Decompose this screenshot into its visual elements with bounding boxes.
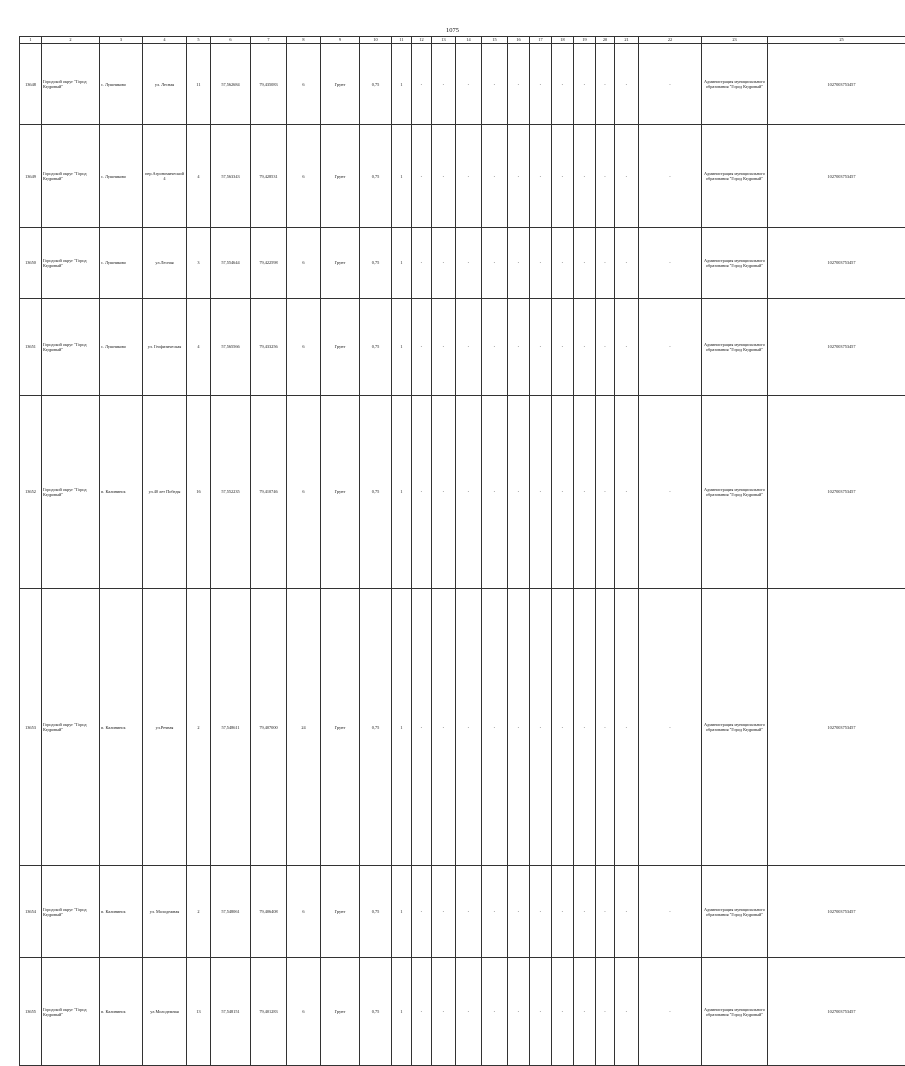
empty-value-cell: - xyxy=(412,228,432,299)
column-number: 9 xyxy=(321,37,360,44)
column-number: 3 xyxy=(100,37,143,44)
column-number: 10 xyxy=(360,37,392,44)
surface-cell: Грунт xyxy=(321,298,360,395)
empty-value-cell: - xyxy=(508,958,530,1066)
count-cell: 1 xyxy=(392,44,412,125)
empty-value-cell: - xyxy=(574,44,596,125)
column-number: 4 xyxy=(143,37,187,44)
latitude-cell: 57,552235 xyxy=(211,396,251,589)
empty-value-cell: - xyxy=(615,125,639,228)
row-id: 13649 xyxy=(20,125,42,228)
empty-value-cell: - xyxy=(412,958,432,1066)
longitude-cell: 79,428531 xyxy=(251,125,287,228)
ogrn-cell: 1027003753457 xyxy=(768,228,905,299)
empty-value-cell: - xyxy=(432,396,456,589)
table-row xyxy=(20,298,905,395)
settlement-cell: с. Лушниково xyxy=(100,298,143,395)
row-id: 13654 xyxy=(20,866,42,958)
empty-value-cell: - xyxy=(574,866,596,958)
number-cell: 4 xyxy=(187,298,211,395)
district-cell: Городской округ "Город Кедровый" xyxy=(42,958,100,1066)
row-id: 13650 xyxy=(20,228,42,299)
row-id: 13655 xyxy=(20,958,42,1066)
number-cell: 3 xyxy=(187,228,211,299)
settlement-cell: с. Лушниково xyxy=(100,44,143,125)
empty-value-cell: - xyxy=(596,228,615,299)
surface-cell: Грунт xyxy=(321,44,360,125)
column-number: 22 xyxy=(639,37,702,44)
empty-value-cell: - xyxy=(482,228,508,299)
empty-value-cell: - xyxy=(552,44,574,125)
empty-value-cell: - xyxy=(456,298,482,395)
table-row xyxy=(20,396,905,589)
volume-cell: 0,75 xyxy=(360,298,392,395)
volume-cell: 0,75 xyxy=(360,588,392,865)
empty-value-cell: - xyxy=(530,396,552,589)
empty-value-cell: - xyxy=(412,44,432,125)
empty-value-cell: - xyxy=(482,125,508,228)
area-cell: 24 xyxy=(287,588,321,865)
longitude-cell: 79,401283 xyxy=(251,958,287,1066)
ogrn-cell: 1027003753457 xyxy=(768,125,905,228)
empty-value-cell: - xyxy=(508,125,530,228)
column-number-row xyxy=(20,37,905,44)
empty-value-cell: - xyxy=(432,866,456,958)
empty-value-cell: - xyxy=(456,228,482,299)
district-cell: Городской округ "Город Кедровый" xyxy=(42,396,100,589)
ogrn-cell: 1027003753457 xyxy=(768,866,905,958)
empty-value-cell: - xyxy=(639,396,702,589)
empty-value-cell: - xyxy=(615,298,639,395)
ogrn-cell: 1027003753457 xyxy=(768,958,905,1066)
district-cell: Городской округ "Город Кедровый" xyxy=(42,298,100,395)
empty-value-cell: - xyxy=(412,125,432,228)
settlement-cell: п. Калининск xyxy=(100,588,143,865)
column-number: 21 xyxy=(615,37,639,44)
number-cell: 13 xyxy=(187,958,211,1066)
column-number: 19 xyxy=(574,37,596,44)
row-id: 13653 xyxy=(20,588,42,865)
empty-value-cell: - xyxy=(574,298,596,395)
count-cell: 1 xyxy=(392,125,412,228)
column-number: 12 xyxy=(412,37,432,44)
empty-value-cell: - xyxy=(639,588,702,865)
empty-value-cell: - xyxy=(596,44,615,125)
area-cell: 6 xyxy=(287,125,321,228)
number-cell: 2 xyxy=(187,866,211,958)
empty-value-cell: - xyxy=(456,44,482,125)
table-row xyxy=(20,44,905,125)
latitude-cell: 57,554644 xyxy=(211,228,251,299)
column-number: 2 xyxy=(42,37,100,44)
number-cell: 4 xyxy=(187,125,211,228)
column-number: 16 xyxy=(508,37,530,44)
empty-value-cell: - xyxy=(456,396,482,589)
empty-value-cell: - xyxy=(615,44,639,125)
column-number: 11 xyxy=(392,37,412,44)
table-row xyxy=(20,228,905,299)
empty-value-cell: - xyxy=(596,588,615,865)
count-cell: 1 xyxy=(392,588,412,865)
empty-value-cell: - xyxy=(482,298,508,395)
latitude-cell: 57,548151 xyxy=(211,958,251,1066)
empty-value-cell: - xyxy=(639,228,702,299)
empty-value-cell: - xyxy=(574,228,596,299)
surface-cell: Грунт xyxy=(321,396,360,589)
empty-value-cell: - xyxy=(456,958,482,1066)
latitude-cell: 57,565566 xyxy=(211,298,251,395)
longitude-cell: 79,406408 xyxy=(251,866,287,958)
ogrn-cell: 1027003753457 xyxy=(768,396,905,589)
count-cell: 1 xyxy=(392,228,412,299)
district-cell: Городской округ "Город Кедровый" xyxy=(42,588,100,865)
empty-value-cell: - xyxy=(615,588,639,865)
street-cell: ул. Лесная xyxy=(143,44,187,125)
column-number: 13 xyxy=(432,37,456,44)
empty-value-cell: - xyxy=(530,44,552,125)
settlement-cell: с. Лушниково xyxy=(100,228,143,299)
district-cell: Городской округ "Город Кедровый" xyxy=(42,228,100,299)
empty-value-cell: - xyxy=(574,588,596,865)
owner-cell: Администрация муниципального образования "Город Кедровый" xyxy=(702,44,768,125)
number-cell: 11 xyxy=(187,44,211,125)
latitude-cell: 57,548611 xyxy=(211,588,251,865)
empty-value-cell: - xyxy=(508,396,530,589)
latitude-cell: 57,563343 xyxy=(211,125,251,228)
table-row xyxy=(20,588,905,865)
volume-cell: 0,75 xyxy=(360,125,392,228)
empty-value-cell: - xyxy=(412,396,432,589)
empty-value-cell: - xyxy=(596,396,615,589)
owner-cell: Администрация муниципального образования "Город Кедровый" xyxy=(702,125,768,228)
table-row xyxy=(20,866,905,958)
column-number: 23 xyxy=(702,37,768,44)
row-id: 13652 xyxy=(20,396,42,589)
longitude-cell: 79,435083 xyxy=(251,44,287,125)
empty-value-cell: - xyxy=(482,396,508,589)
owner-cell: Администрация муниципального образования "Город Кедровый" xyxy=(702,396,768,589)
area-cell: 6 xyxy=(287,958,321,1066)
ogrn-cell: 1027003753457 xyxy=(768,588,905,865)
latitude-cell: 57,562684 xyxy=(211,44,251,125)
district-cell: Городской округ "Город Кедровый" xyxy=(42,125,100,228)
settlement-cell: с. Лушниково xyxy=(100,125,143,228)
empty-value-cell: - xyxy=(508,298,530,395)
settlement-cell: п. Калининск xyxy=(100,866,143,958)
district-cell: Городской округ "Город Кедровый" xyxy=(42,866,100,958)
empty-value-cell: - xyxy=(482,44,508,125)
street-cell: ул.Речная xyxy=(143,588,187,865)
empty-value-cell: - xyxy=(432,958,456,1066)
empty-value-cell: - xyxy=(482,958,508,1066)
surface-cell: Грунт xyxy=(321,125,360,228)
volume-cell: 0,75 xyxy=(360,44,392,125)
number-cell: 16 xyxy=(187,396,211,589)
waste-site-register-table xyxy=(19,36,905,1066)
volume-cell: 0,75 xyxy=(360,228,392,299)
longitude-cell: 79,407000 xyxy=(251,588,287,865)
empty-value-cell: - xyxy=(552,298,574,395)
column-number: 15 xyxy=(482,37,508,44)
empty-value-cell: - xyxy=(508,228,530,299)
owner-cell: Администрация муниципального образования "Город Кедровый" xyxy=(702,958,768,1066)
latitude-cell: 57,548061 xyxy=(211,866,251,958)
empty-value-cell: - xyxy=(596,866,615,958)
empty-value-cell: - xyxy=(456,125,482,228)
empty-value-cell: - xyxy=(639,125,702,228)
area-cell: 6 xyxy=(287,228,321,299)
empty-value-cell: - xyxy=(552,125,574,228)
empty-value-cell: - xyxy=(639,958,702,1066)
column-number: 20 xyxy=(596,37,615,44)
empty-value-cell: - xyxy=(552,866,574,958)
empty-value-cell: - xyxy=(432,228,456,299)
ogrn-cell: 1027003753457 xyxy=(768,44,905,125)
empty-value-cell: - xyxy=(615,228,639,299)
count-cell: 1 xyxy=(392,958,412,1066)
empty-value-cell: - xyxy=(530,228,552,299)
empty-value-cell: - xyxy=(639,298,702,395)
empty-value-cell: - xyxy=(412,866,432,958)
empty-value-cell: - xyxy=(508,588,530,865)
owner-cell: Администрация муниципального образования "Город Кедровый" xyxy=(702,866,768,958)
column-number: 18 xyxy=(552,37,574,44)
street-cell: ул.Молодежная xyxy=(143,958,187,1066)
empty-value-cell: - xyxy=(615,958,639,1066)
empty-value-cell: - xyxy=(508,44,530,125)
number-cell: 2 xyxy=(187,588,211,865)
count-cell: 1 xyxy=(392,866,412,958)
street-cell: ул. Молодежная xyxy=(143,866,187,958)
empty-value-cell: - xyxy=(552,396,574,589)
column-number: 25 xyxy=(768,37,905,44)
empty-value-cell: - xyxy=(508,866,530,958)
empty-value-cell: - xyxy=(456,866,482,958)
settlement-cell: п. Калининск xyxy=(100,958,143,1066)
empty-value-cell: - xyxy=(432,125,456,228)
empty-value-cell: - xyxy=(639,866,702,958)
longitude-cell: 79,410746 xyxy=(251,396,287,589)
empty-value-cell: - xyxy=(574,396,596,589)
empty-value-cell: - xyxy=(574,958,596,1066)
owner-cell: Администрация муниципального образования "Город Кедровый" xyxy=(702,228,768,299)
volume-cell: 0,75 xyxy=(360,396,392,589)
area-cell: 6 xyxy=(287,866,321,958)
empty-value-cell: - xyxy=(482,588,508,865)
empty-value-cell: - xyxy=(596,958,615,1066)
district-cell: Городской округ "Город Кедровый" xyxy=(42,44,100,125)
empty-value-cell: - xyxy=(596,125,615,228)
empty-value-cell: - xyxy=(596,298,615,395)
column-number: 5 xyxy=(187,37,211,44)
empty-value-cell: - xyxy=(530,866,552,958)
owner-cell: Администрация муниципального образования "Город Кедровый" xyxy=(702,298,768,395)
table-row xyxy=(20,958,905,1066)
column-number: 7 xyxy=(251,37,287,44)
page-number: 1075 xyxy=(0,27,905,34)
count-cell: 1 xyxy=(392,298,412,395)
street-cell: ул.Лесная xyxy=(143,228,187,299)
empty-value-cell: - xyxy=(530,298,552,395)
column-number: 6 xyxy=(211,37,251,44)
surface-cell: Грунт xyxy=(321,958,360,1066)
column-number: 14 xyxy=(456,37,482,44)
empty-value-cell: - xyxy=(574,125,596,228)
street-cell: пер.Агрономический 4 xyxy=(143,125,187,228)
empty-value-cell: - xyxy=(552,958,574,1066)
empty-value-cell: - xyxy=(432,298,456,395)
settlement-cell: п. Калининск xyxy=(100,396,143,589)
surface-cell: Грунт xyxy=(321,588,360,865)
empty-value-cell: - xyxy=(530,958,552,1066)
area-cell: 6 xyxy=(287,44,321,125)
empty-value-cell: - xyxy=(530,588,552,865)
empty-value-cell: - xyxy=(432,44,456,125)
empty-value-cell: - xyxy=(552,228,574,299)
empty-value-cell: - xyxy=(639,44,702,125)
column-number: 17 xyxy=(530,37,552,44)
volume-cell: 0,75 xyxy=(360,866,392,958)
longitude-cell: 79,422598 xyxy=(251,228,287,299)
surface-cell: Грунт xyxy=(321,866,360,958)
empty-value-cell: - xyxy=(432,588,456,865)
street-cell: ул.40 лет Победы xyxy=(143,396,187,589)
longitude-cell: 79,433256 xyxy=(251,298,287,395)
empty-value-cell: - xyxy=(412,588,432,865)
area-cell: 6 xyxy=(287,396,321,589)
empty-value-cell: - xyxy=(456,588,482,865)
volume-cell: 0,75 xyxy=(360,958,392,1066)
ogrn-cell: 1027003753457 xyxy=(768,298,905,395)
table-row xyxy=(20,125,905,228)
empty-value-cell: - xyxy=(552,588,574,865)
row-id: 13648 xyxy=(20,44,42,125)
area-cell: 6 xyxy=(287,298,321,395)
column-number: 1 xyxy=(20,37,42,44)
column-number: 8 xyxy=(287,37,321,44)
street-cell: ул. Геофизическая xyxy=(143,298,187,395)
owner-cell: Администрация муниципального образования "Город Кедровый" xyxy=(702,588,768,865)
empty-value-cell: - xyxy=(615,866,639,958)
empty-value-cell: - xyxy=(482,866,508,958)
surface-cell: Грунт xyxy=(321,228,360,299)
empty-value-cell: - xyxy=(615,396,639,589)
row-id: 13651 xyxy=(20,298,42,395)
empty-value-cell: - xyxy=(412,298,432,395)
empty-value-cell: - xyxy=(530,125,552,228)
count-cell: 1 xyxy=(392,396,412,589)
